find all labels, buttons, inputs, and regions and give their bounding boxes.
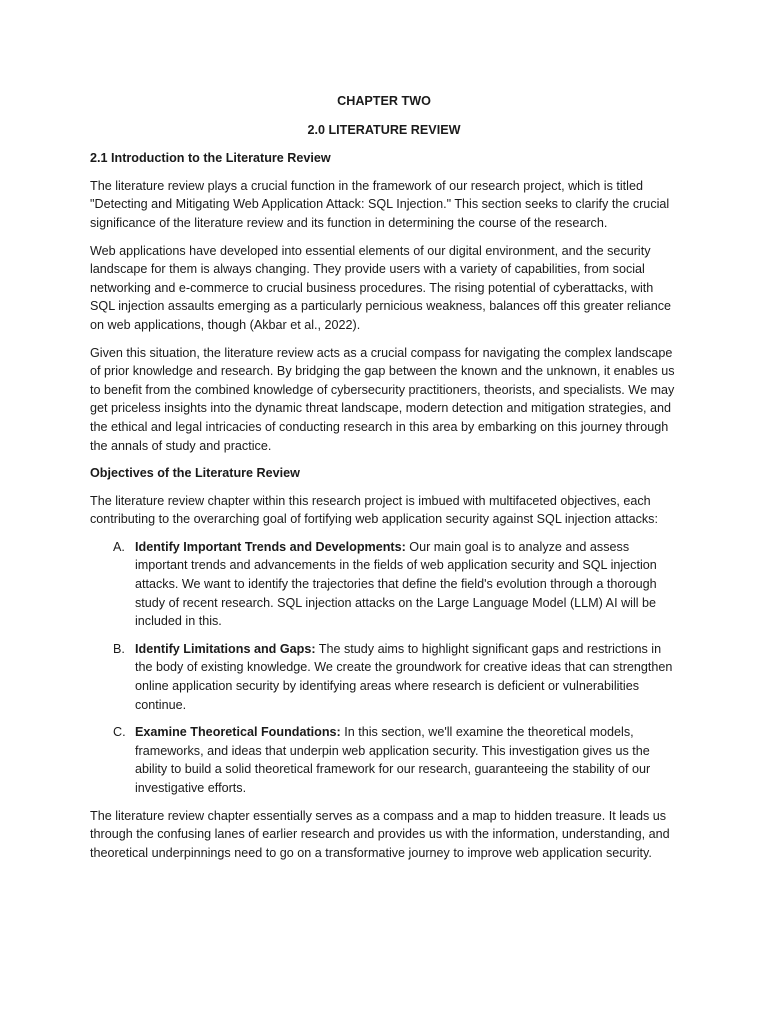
objective-term: Examine Theoretical Foundations: [135,725,341,740]
objective-text: In this section, we'll examine the theoretical models, frameworks, and ideas that underpin web application security. This investigation gives us the ability to build a solid theoretical framework for our research, guaranteeing the stability of our investigative efforts. [135,725,651,795]
list-item [90,538,678,631]
objective-text: Our main goal is to analyze and assess important trends and advancements in the fields of web application security and SQL injection attacks. We want to identify the trajectories that define the field's evolution through a thorough study of recent research. SQL injection attacks on the Large Language Model (LLM) AI will be included in this. [135,539,657,629]
chapter-heading: CHAPTER TWO [337,94,431,108]
objective-term: Identify Limitations and Gaps: [135,641,316,656]
list-marker: C. [113,725,126,740]
section-title: 2.0 LITERATURE REVIEW [307,122,461,137]
paragraph: Given this situation, the literature review acts as a crucial compass for navigating the complex landscape of prior knowledge and research. By bridging the gap between the known and the unknown, it enables us to benefit from the combined knowledge of cybersecurity practitioners, theorists, and specialists. We may get priceless insights into the dynamic threat landscape, modern detection and mitigation strategies, and the ethical and legal intricacies of conducting research in this area by embarking on this journey through the annals of study and practice. [90,345,675,453]
list-item [90,723,678,797]
objective-term: Identify Important Trends and Developments: [135,539,406,554]
list-marker: B. [113,641,125,656]
paragraph: The literature review plays a crucial function in the framework of our research project, which is titled "Detecting and Mitigating Web Application Attack: SQL Injection." This section seeks to clarify the crucial significance of the literature review and its function in determining the course of the research. [90,178,670,230]
objectives-list [90,538,678,798]
list-marker: A. [113,539,125,554]
paragraph: Web applications have developed into essential elements of our digital environment, and the security landscape for them is always changing. They provide users with a variety of capabilities, from social networking and e-commerce to crucial business procedures. The rising potential of cyberattacks, with SQL injection assaults emerging as a particularly pernicious weakness, balances off this greater reliance on web applications, though (Akbar et al., 2022). [90,243,672,332]
intro-heading: 2.1 Introduction to the Literature Review [90,151,331,166]
page-content [90,92,678,871]
objectives-heading: Objectives of the Literature Review [90,466,300,481]
objectives-intro: The literature review chapter within this research project is imbued with multifaceted objectives, each contributing to the overarching goal of fortifying web application security against SQL injection attacks: [90,493,658,527]
closing-paragraph: The literature review chapter essentially serves as a compass and a map to hidden treasure. It leads us through the confusing lanes of earlier research and provides us with the information, understanding, and theoretical underpinnings need to go on a transformative journey to improve web application security. [90,808,670,860]
objective-text: The study aims to highlight significant gaps and restrictions in the body of existing knowledge. We create the groundwork for creative ideas that can strengthen online application security by identifying areas where research is deficient or vulnerabilities continue. [135,641,673,712]
list-item [90,640,678,714]
